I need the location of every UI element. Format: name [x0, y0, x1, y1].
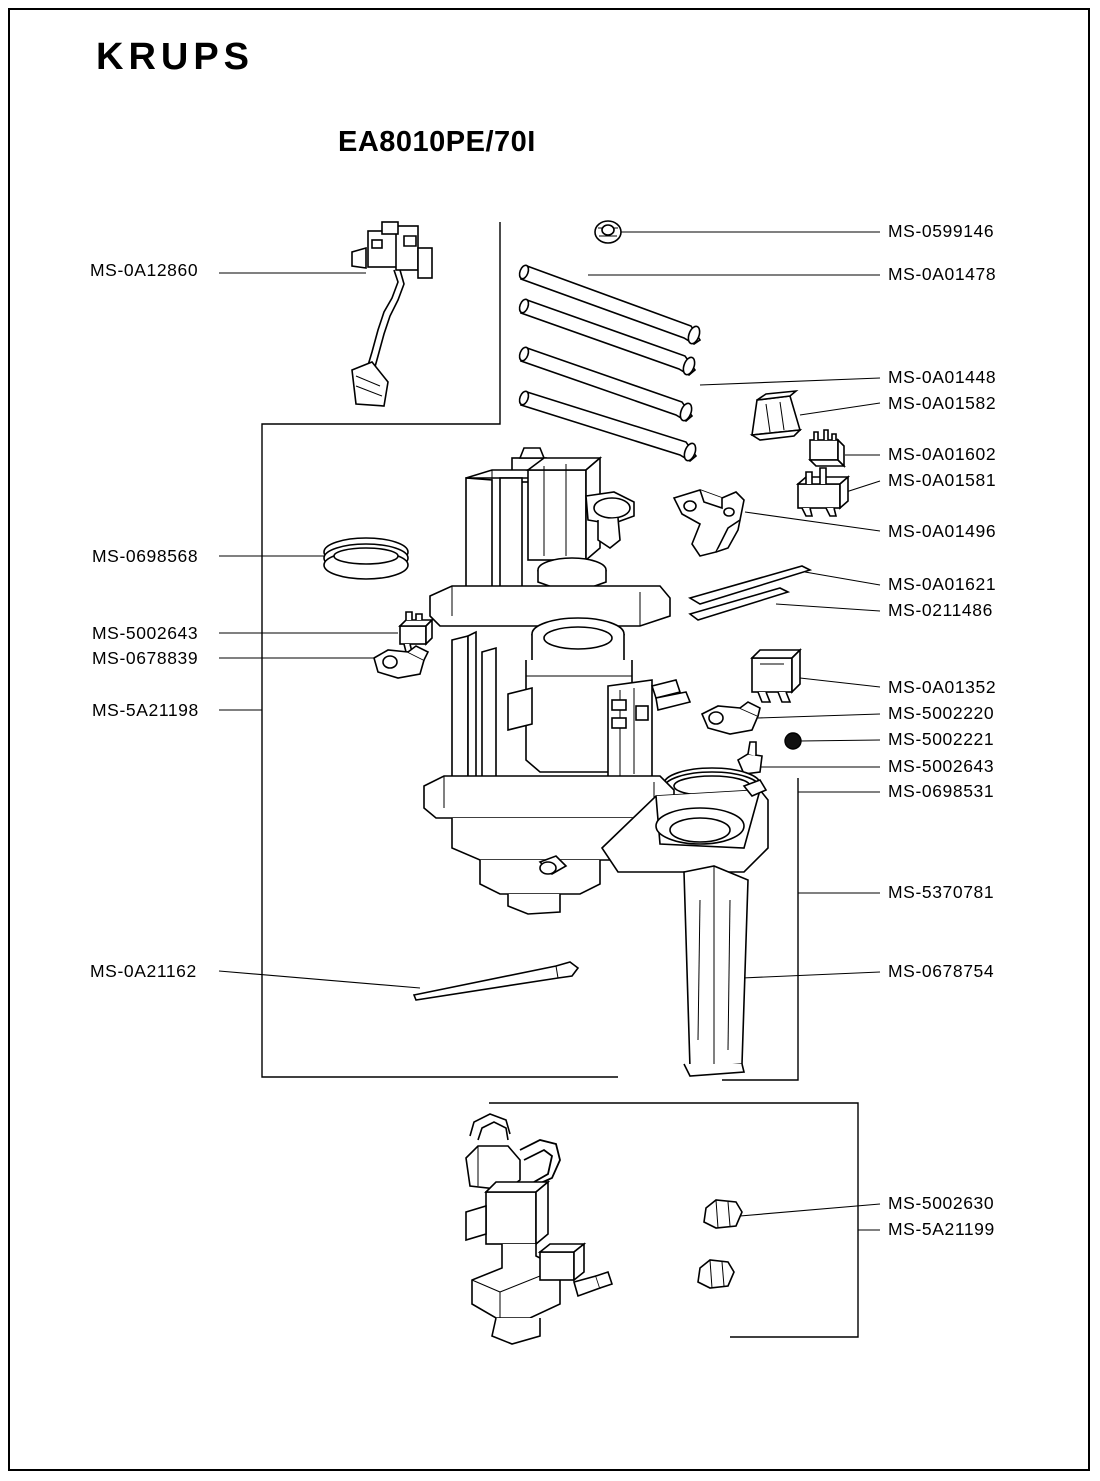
part-label-ms-0678839[interactable]: MS-0678839 — [92, 648, 199, 668]
part-label-ms-0a01621[interactable]: MS-0A01621 — [888, 574, 997, 594]
part-label-ms-5370781[interactable]: MS-5370781 — [888, 882, 995, 902]
part-label-ms-5002643-left[interactable]: MS-5002643 — [92, 623, 199, 643]
part-label-ms-0a01448[interactable]: MS-0A01448 — [888, 367, 997, 387]
part-label-ms-5a21198[interactable]: MS-5A21198 — [92, 700, 199, 720]
part-label-ms-0a01478[interactable]: MS-0A01478 — [888, 264, 997, 284]
part-label-ms-5002220[interactable]: MS-5002220 — [888, 703, 995, 723]
part-label-ms-0a01581[interactable]: MS-0A01581 — [888, 470, 997, 490]
part-label-ms-0a01582[interactable]: MS-0A01582 — [888, 393, 997, 413]
part-label-ms-0211486[interactable]: MS-0211486 — [888, 600, 993, 620]
part-label-ms-5002643-right[interactable]: MS-5002643 — [888, 756, 995, 776]
part-label-ms-5a21199[interactable]: MS-5A21199 — [888, 1219, 995, 1239]
brand-title: KRUPS — [96, 36, 255, 78]
part-label-ms-0599146[interactable]: MS-0599146 — [888, 221, 995, 241]
part-label-ms-5002221[interactable]: MS-5002221 — [888, 729, 995, 749]
part-label-ms-5002630[interactable]: MS-5002630 — [888, 1193, 995, 1213]
part-label-ms-0698568[interactable]: MS-0698568 — [92, 546, 199, 566]
part-label-ms-0a01352[interactable]: MS-0A01352 — [888, 677, 997, 697]
part-label-ms-0a01496[interactable]: MS-0A01496 — [888, 521, 997, 541]
part-label-ms-0a21162[interactable]: MS-0A21162 — [90, 961, 197, 981]
part-label-ms-0678754[interactable]: MS-0678754 — [888, 961, 995, 981]
part-label-ms-0a12860[interactable]: MS-0A12860 — [90, 260, 199, 280]
model-number: EA8010PE/70I — [338, 126, 536, 158]
part-label-ms-0698531[interactable]: MS-0698531 — [888, 781, 995, 801]
part-label-ms-0a01602[interactable]: MS-0A01602 — [888, 444, 997, 464]
